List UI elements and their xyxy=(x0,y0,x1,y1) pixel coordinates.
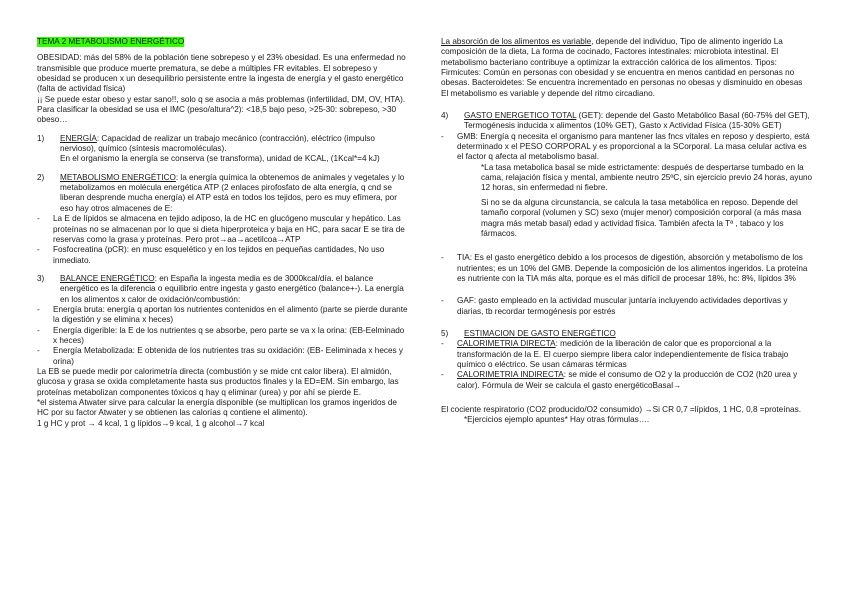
section-number: 1) xyxy=(37,133,45,143)
section-balance xyxy=(37,274,408,305)
bullet-dash: - xyxy=(441,253,444,263)
section-number: 2) xyxy=(37,172,45,182)
list-item-text xyxy=(457,339,813,370)
bullet-dash: - xyxy=(37,346,40,356)
section-estimacion xyxy=(441,329,813,339)
section-gasto-total xyxy=(441,111,813,132)
list-item xyxy=(441,370,813,391)
right-column xyxy=(441,37,813,426)
underlined-text: La absorción de los alimentos es variable xyxy=(441,37,592,46)
list-item-text: Energía Metabolizada: E obtenida de los nutrientes tras su oxidación: (EB- Eeliminada x heces y orina) xyxy=(53,346,403,366)
paragraph: *el sistema Atwater sirve para calcular la energía disponible (se multiplican los gramos ingeridos de HC por su factor Atwater y se obtienen las calorías q contiene el alimento). xyxy=(37,398,397,418)
list-item-text: La E de lípidos se almacena en tejido adiposo, la de HC en glucógeno muscular y hepático. Las proteínas no se almacenan por lo que si dieta hiperproteica y baja en HC, para sacar E se tira de reservas como la grasa y proteínas. Pero prot→aa→acetilcoa→ATP xyxy=(53,214,405,244)
list-item-text: Energía digerible: la E de los nutrientes q se absorbe, pero parte se va x la orina: (EB-Eelminado x heces) xyxy=(53,325,405,345)
section-text-2: En el organismo la energía se conserva (se transforma), unidad de KCAL, (1Kcal*=4 kJ) xyxy=(60,154,380,164)
underlined-text: CALORIMETRIA INDIRECTA xyxy=(457,370,564,380)
intro-paragraph-2: ¡¡ Se puede estar obeso y estar sano!!, solo q se asocia a más problemas (infertilidad, DM, OV, HTA). Para clasificar la obesidad se usa el IMC (peso/altura^2): <18,5 bajo peso, >25-30: sobrepeso, >30 obeso… xyxy=(37,94,406,125)
page-title: TEMA 2 METABOLISMO ENERGÉTICO xyxy=(37,37,185,46)
list-item-text xyxy=(457,370,813,391)
paragraph: 1 g HC y prot → 4 kcal, 1 g lípidos→9 kcal, 1 g alcohol→7 kcal xyxy=(37,418,265,428)
indented-paragraph: Si no se da alguna circunstancia, se calcula la tasa metabólica en reposo. Depende del tamaño corporal (volumen y SC) sexo (mujer menor) composición corporal (a más masa magra más metab basal) edad y actividad física. También afecta la Tª , tabaco y los fármacos. xyxy=(481,197,802,238)
list-item xyxy=(441,132,813,163)
section-number: 3) xyxy=(37,273,45,283)
intro-paragraph: OBESIDAD: más del 58% de la población tiene sobrepeso y el 23% obesidad. Es una enfermedad no transmisible que produce muerte prematura, se debe a múltiples FR evitables. El sobrepeso y obesidad se producen x un desequilibrio persistente entre la ingesta de energía y el gasto energético (falta de actividad física) xyxy=(37,53,406,94)
section-energia xyxy=(37,134,408,165)
section-heading: METABOLISMO ENERGÉTICO xyxy=(60,172,176,182)
list-item-text: Fosfocreatina (pCR): en musc esquelético y en los tejidos en pequeñas cantidades, No uso inmediato. xyxy=(53,245,385,265)
list-item-rest: : se mide el consumo de O2 y la producción de CO2 (h20 urea y calor). Fórmula de Weir se calcula el gasto energéticoBasal→ xyxy=(457,370,798,390)
section-number: 5) xyxy=(441,328,449,338)
underlined-text: CALORIMETRIA DIRECTA xyxy=(457,339,556,349)
list-item-text: TIA: Es el gasto energético debido a los procesos de digestión, absorción y metabolismo de los nutrientes; es un 10% del GMB. Depende la composición de los alimentos ingeridos. La proteína es nutriente con la TIA más alta, porque es el más difícil de procesar 18%, hc: 8%, lípidos 3% xyxy=(457,253,808,283)
list-item xyxy=(37,214,408,245)
list-item-text: GMB: Energía q necesita el organismo para mantener las fncs vitales en reposo y despierto, está determinado x el PESO CORPORAL y es proporcional a la SCorporal. La masa celular activa es el factor q afecta al metabolismo basal. xyxy=(457,131,810,162)
section-heading: ESTIMACION DE GASTO ENERGÉTICO xyxy=(464,328,616,338)
bullet-dash: - xyxy=(37,245,40,255)
list-item xyxy=(441,339,813,370)
paragraph xyxy=(441,37,813,89)
list-item-text: Energía bruta: energía q aportan los nutrientes contenidos en el alimento (parte se pierde durante la digestión y se elimina x heces) xyxy=(53,304,408,325)
paragraph: El cociente respiratorio (CO2 producido/O2 consumido) →Si CR 0,7 =lípidos, 1 HC, 0,8 =proteínas. xyxy=(441,404,801,414)
bullet-dash: - xyxy=(37,214,40,224)
section-text: : en España la ingesta media es de 3000kcal/día. el balance energético es la diferencia o equilibrio entre ingesta y gasto energético (balance+-). La energía en los alimentos x calor de oxidación/combustión: xyxy=(60,273,404,304)
section-heading: ENERGÍA xyxy=(60,133,97,143)
paragraph-text: , depende del individuo, Tipo de alimento ingerido La composición de la dieta, La forma de cocinado, Factores intestinales: microbiota intestinal. El metabolismo bacteriano contribuye a optimizar la extracción calórica de los alimentos. Tipos: Firmicutes: Común en personas con obesidad y se encuentra en menos cantidad en personas no obesas. Bacteroidetes: Se encuentra incrementado en personas no obesas y disminuido en obesas xyxy=(441,37,803,88)
list-item xyxy=(37,245,408,266)
left-column xyxy=(37,37,408,429)
list-item xyxy=(37,305,408,326)
indented-paragraph: *La tasa metabolica basal se mide estrictamente: después de despertarse tumbado en la cama, relajación física y mental, ambiente neutro 25ºC, sin ejercicio previo 24 horas, ayuno 12 horas, sin enfermedad ni fiebre. xyxy=(481,162,813,193)
list-item xyxy=(441,253,813,284)
bullet-dash: - xyxy=(441,339,444,349)
paragraph: La EB se puede medir por calorimetría directa (combustión y se mide cnt calor libera). El almidón, glucosa y grasa se oxida completamente hasta sus productos finales y la ED=EM. Sin embargo, las proteínas metabolizan componentes tóxicos q hay q eliminar (urea) y por ahí se pierde E. xyxy=(37,366,399,397)
bullet-dash: - xyxy=(37,325,40,335)
list-item xyxy=(441,296,813,317)
bullet-dash: - xyxy=(441,296,444,306)
list-item xyxy=(37,326,408,347)
section-text: : Capacidad de realizar un trabajo mecánico (contracción), eléctrico (impulso nervioso), químico (síntesis macromoléculas). xyxy=(60,133,375,154)
paragraph: El metabolismo es variable y depende del ritmo circadiano. xyxy=(441,88,655,98)
list-item-rest: : medición de la liberación de calor que es proporcional a la transformación de la E. El cuerpo siempre libera calor independientemente de física trabajo químico o eléctrico. Se usan cámaras térmicas xyxy=(457,339,789,369)
list-item-text: GAF: gasto empleado en la actividad muscular juntaría incluyendo actividades deportivas y diarias, tb recordar termogénesis por estrés xyxy=(457,296,788,316)
bullet-dash: - xyxy=(441,131,444,141)
section-text: : la energía química la obtenemos de animales y vegetales y lo metabolizamos en molécula energética ATP (2 enlaces pirofosfato de alta energía, q cnd se liberan desprende mucha energía) el ATP está en todos los tejidos, pero es muy efímera, por eso hay otros almacenes de E: xyxy=(60,172,405,213)
section-heading: GASTO ENERGETICO TOTAL xyxy=(464,111,577,121)
section-heading: BALANCE ENERGÉTICO xyxy=(60,273,155,283)
section-metabolismo xyxy=(37,173,408,214)
section-text: (GET): depende del Gasto Metabólico Basal (60-75% del GET), Termogénesis inducida x alimentos (10% GET), Gasto x Actividad Física (15-30% GET) xyxy=(464,111,810,131)
paragraph: *Ejercicios ejemplo apuntes* Hay otras fórmulas…. xyxy=(464,415,650,425)
list-item xyxy=(37,346,408,367)
bullet-dash: - xyxy=(37,304,40,314)
section-number: 4) xyxy=(441,111,449,121)
bullet-dash: - xyxy=(441,370,444,380)
